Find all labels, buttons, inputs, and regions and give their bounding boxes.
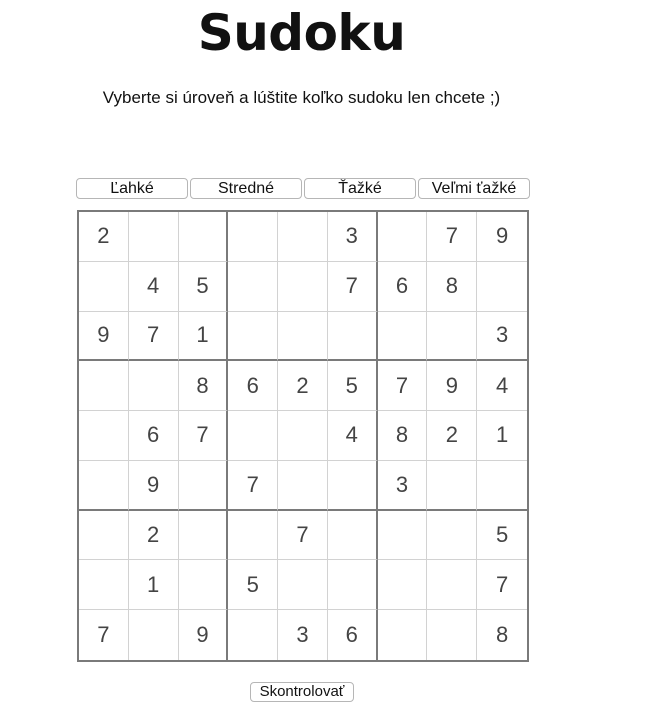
sudoku-cell-r1c6[interactable]: 3 — [328, 212, 378, 262]
sudoku-cell-r1c3[interactable] — [179, 212, 229, 262]
sudoku-cell-r9c6[interactable]: 6 — [328, 610, 378, 660]
sudoku-cell-r4c3[interactable]: 8 — [179, 361, 229, 411]
sudoku-cell-r3c5[interactable] — [278, 312, 328, 362]
page-title: Sudoku — [197, 4, 406, 62]
sudoku-cell-r2c6[interactable]: 7 — [328, 262, 378, 312]
sudoku-cell-r1c8[interactable]: 7 — [427, 212, 477, 262]
sudoku-cell-r2c2[interactable]: 4 — [129, 262, 179, 312]
sudoku-cell-r4c6[interactable]: 5 — [328, 361, 378, 411]
sudoku-cell-r5c4[interactable] — [228, 411, 278, 461]
sudoku-cell-r6c5[interactable] — [278, 461, 328, 511]
sudoku-cell-r7c6[interactable] — [328, 511, 378, 561]
sudoku-cell-r6c1[interactable] — [79, 461, 129, 511]
sudoku-cell-r6c7[interactable]: 3 — [378, 461, 428, 511]
sudoku-cell-r1c4[interactable] — [228, 212, 278, 262]
sudoku-cell-r4c4[interactable]: 6 — [228, 361, 278, 411]
sudoku-cell-r3c7[interactable] — [378, 312, 428, 362]
sudoku-cell-r9c5[interactable]: 3 — [278, 610, 328, 660]
sudoku-cell-r7c8[interactable] — [427, 511, 477, 561]
sudoku-cell-r8c1[interactable] — [79, 560, 129, 610]
sudoku-cell-r1c5[interactable] — [278, 212, 328, 262]
sudoku-cell-r8c2[interactable]: 1 — [129, 560, 179, 610]
sudoku-cell-r8c7[interactable] — [378, 560, 428, 610]
sudoku-cell-r2c9[interactable] — [477, 262, 527, 312]
sudoku-cell-r7c7[interactable] — [378, 511, 428, 561]
sudoku-cell-r2c1[interactable] — [79, 262, 129, 312]
sudoku-cell-r8c8[interactable] — [427, 560, 477, 610]
sudoku-cell-r3c8[interactable] — [427, 312, 477, 362]
sudoku-cell-r9c8[interactable] — [427, 610, 477, 660]
sudoku-cell-r9c1[interactable]: 7 — [79, 610, 129, 660]
sudoku-cell-r3c9[interactable]: 3 — [477, 312, 527, 362]
sudoku-cell-r9c7[interactable] — [378, 610, 428, 660]
sudoku-cell-r3c4[interactable] — [228, 312, 278, 362]
sudoku-cell-r2c7[interactable]: 6 — [378, 262, 428, 312]
sudoku-cell-r7c3[interactable] — [179, 511, 229, 561]
sudoku-cell-r9c4[interactable] — [228, 610, 278, 660]
sudoku-cell-r3c6[interactable] — [328, 312, 378, 362]
sudoku-cell-r4c8[interactable]: 9 — [427, 361, 477, 411]
difficulty-selector — [76, 178, 530, 199]
sudoku-cell-r4c2[interactable] — [129, 361, 179, 411]
sudoku-cell-r8c6[interactable] — [328, 560, 378, 610]
sudoku-cell-r2c5[interactable] — [278, 262, 328, 312]
sudoku-cell-r6c3[interactable] — [179, 461, 229, 511]
sudoku-cell-r6c8[interactable] — [427, 461, 477, 511]
sudoku-cell-r5c1[interactable] — [79, 411, 129, 461]
sudoku-cell-r7c2[interactable]: 2 — [129, 511, 179, 561]
sudoku-cell-r9c9[interactable]: 8 — [495, 622, 509, 648]
sudoku-cell-r5c6[interactable]: 4 — [328, 411, 378, 461]
level-medium-button[interactable]: Stredné — [190, 178, 302, 199]
sudoku-cell-r6c9[interactable] — [477, 461, 527, 511]
sudoku-cell-r6c4[interactable]: 7 — [228, 461, 278, 511]
sudoku-cell-r5c2[interactable]: 6 — [129, 411, 179, 461]
sudoku-cell-r6c6[interactable] — [328, 461, 378, 511]
sudoku-cell-r1c9[interactable]: 9 — [477, 212, 527, 262]
sudoku-cell-r5c7[interactable]: 8 — [378, 411, 428, 461]
sudoku-cell-r7c9[interactable]: 5 — [477, 511, 527, 561]
sudoku-board — [77, 210, 529, 662]
sudoku-cell-r1c2[interactable] — [129, 212, 179, 262]
sudoku-cell-r2c4[interactable] — [228, 262, 278, 312]
sudoku-cell-r8c9[interactable]: 7 — [477, 560, 527, 610]
level-easy-button[interactable]: Ľahké — [76, 178, 188, 199]
sudoku-cell-r8c5[interactable] — [278, 560, 328, 610]
level-very-hard-button[interactable]: Veľmi ťažké — [418, 178, 530, 199]
sudoku-cell-r9c3[interactable]: 9 — [179, 610, 229, 660]
page-subtitle: Vyberte si úroveň a lúštite koľko sudoku len chcete ;) — [102, 88, 501, 107]
sudoku-cell-r4c1[interactable] — [79, 361, 129, 411]
sudoku-cell-r7c4[interactable] — [228, 511, 278, 561]
sudoku-cell-r6c2[interactable]: 9 — [129, 461, 179, 511]
sudoku-cell-r5c3[interactable]: 7 — [179, 411, 229, 461]
sudoku-cell-r3c2[interactable]: 7 — [129, 312, 179, 362]
sudoku-cell-r4c7[interactable]: 7 — [378, 361, 428, 411]
check-button[interactable]: Skontrolovať — [250, 682, 354, 702]
sudoku-cell-r2c8[interactable]: 8 — [427, 262, 477, 312]
sudoku-cell-r1c1[interactable]: 2 — [79, 212, 129, 262]
sudoku-cell-r8c3[interactable] — [179, 560, 229, 610]
sudoku-cell-r4c5[interactable]: 2 — [278, 361, 328, 411]
sudoku-cell-r3c1[interactable]: 9 — [79, 312, 129, 362]
sudoku-cell-r7c5[interactable]: 7 — [278, 511, 328, 561]
sudoku-cell-r5c8[interactable]: 2 — [427, 411, 477, 461]
sudoku-cell-r4c9[interactable]: 4 — [477, 361, 527, 411]
level-hard-button[interactable]: Ťažké — [304, 178, 416, 199]
sudoku-cell-r8c4[interactable]: 5 — [228, 560, 278, 610]
sudoku-cell-r1c7[interactable] — [378, 212, 428, 262]
sudoku-cell-r7c1[interactable] — [79, 511, 129, 561]
sudoku-cell-r2c3[interactable]: 5 — [179, 262, 229, 312]
sudoku-cell-r5c9[interactable]: 1 — [477, 411, 527, 461]
sudoku-cell-r3c3[interactable]: 1 — [179, 312, 229, 362]
sudoku-cell-r9c2[interactable] — [129, 610, 179, 660]
sudoku-cell-r5c5[interactable] — [278, 411, 328, 461]
